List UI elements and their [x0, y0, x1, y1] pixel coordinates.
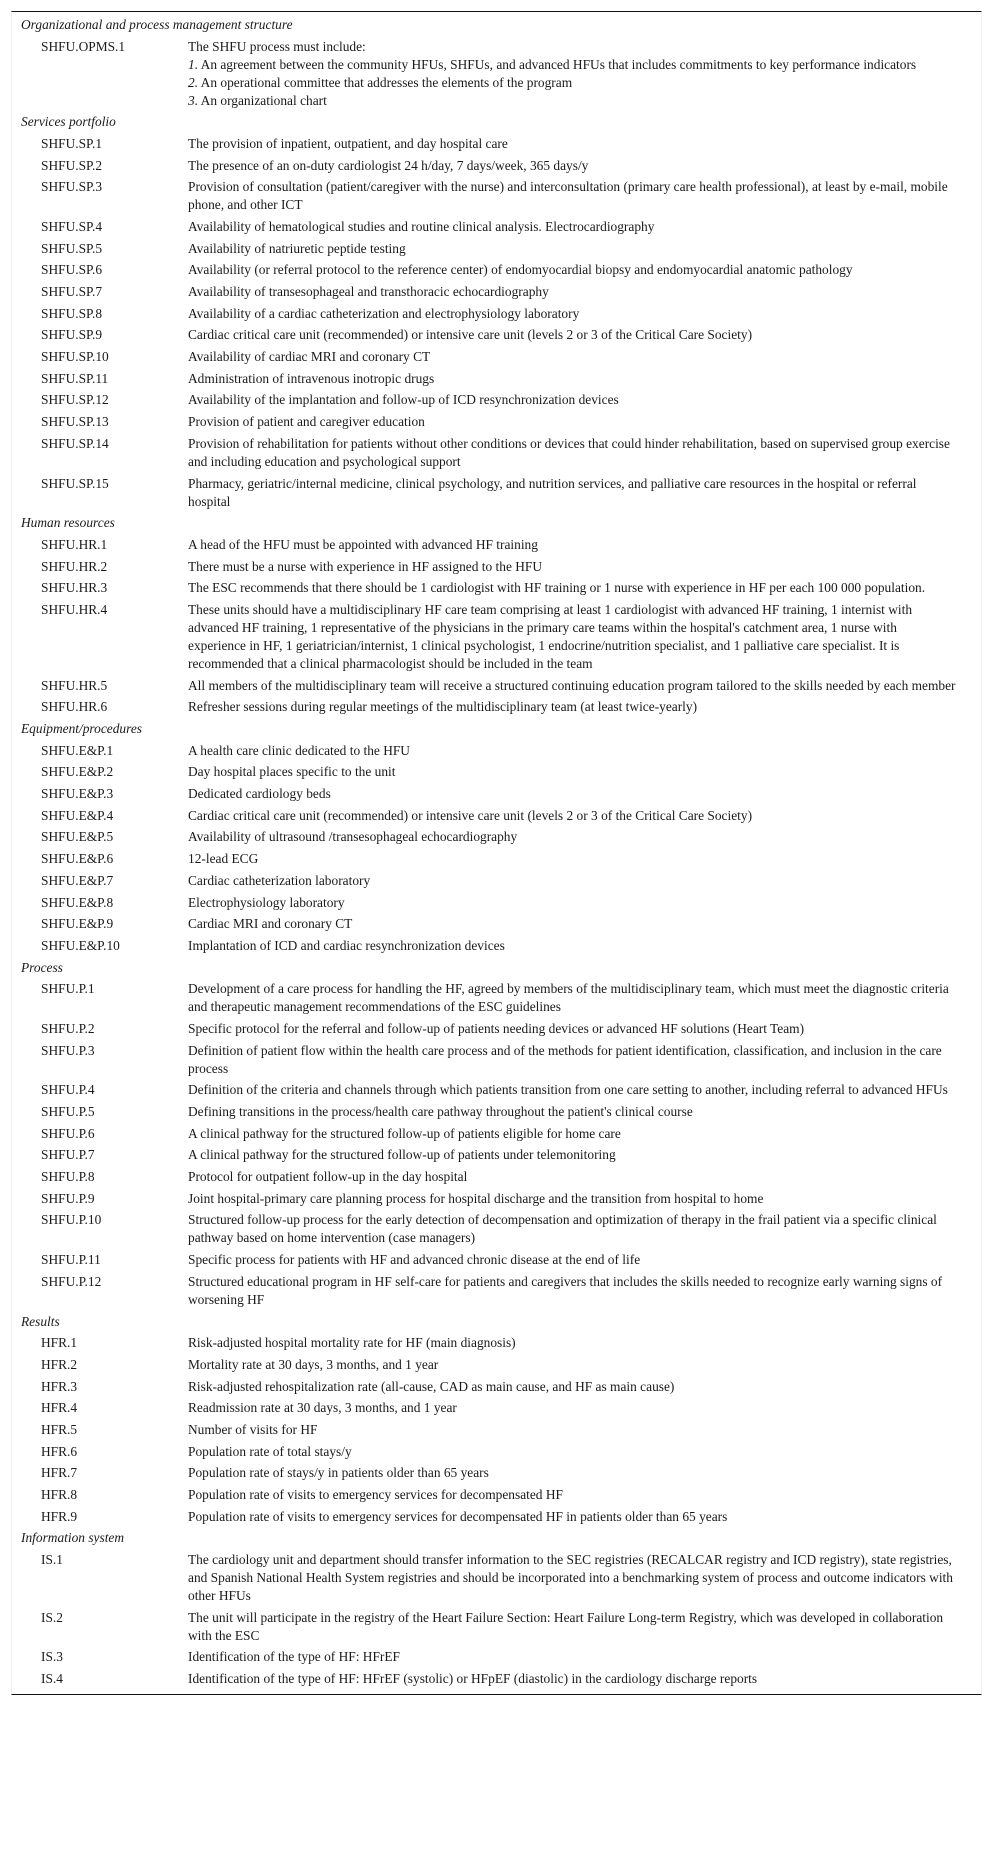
requirement-description: The unit will participate in the registry of the Heart Failure Section: Heart Failure Long-term Registry, which was developed in collaboration with the ESC: [188, 1609, 944, 1643]
table-row: [12, 892, 981, 914]
requirement-description: Implantation of ICD and cardiac resynchronization devices: [188, 937, 505, 953]
requirement-code: IS.2: [41, 1609, 63, 1625]
requirement-description: Availability of the implantation and follow-up of ICD resynchronization devices: [188, 392, 619, 408]
table-row: [12, 1397, 981, 1419]
table-row: [12, 1668, 981, 1690]
requirement-code: SHFU.P.4: [41, 1082, 95, 1098]
table-row: [12, 473, 981, 513]
table-row: [12, 1080, 981, 1102]
requirement-description: Identification of the type of HF: HFrEF: [188, 1649, 400, 1665]
requirement-description: The ESC recommends that there should be 1 cardiologist with HF training or 1 nurse with experience in HF per each 100 000 population.: [188, 580, 926, 596]
requirement-description: Provision of rehabilitation for patients without other conditions or devices that could hinder rehabilitation, based on supervised group exercise and including education and psychological support: [188, 435, 950, 469]
requirement-code: SHFU.HR.5: [41, 677, 108, 693]
requirement-code: SHFU.HR.2: [41, 558, 108, 574]
requirement-code: SHFU.E&P.8: [41, 894, 114, 910]
requirement-code: SHFU.HR.1: [41, 536, 108, 552]
requirement-code: HFR.5: [41, 1421, 78, 1437]
requirement-description: The presence of an on-duty cardiologist 24 h/day, 7 days/week, 365 days/y: [188, 157, 589, 173]
table-row: [12, 740, 981, 762]
requirement-description: These units should have a multidisciplinary HF care team comprising at least 1 cardiologist with advanced HF training, 1 internist with advanced HF training, 1 representative of the physicians in the primary care teams within the hospital's catchment area, 1 nurse with experience in HF, 1 geriatrician/internist, 1 clinical psychologist, 1 endocrine/nutrition specialist, and 1 palliative care specialist. It is recommended that a clinical pharmacologist should be included in the team: [188, 601, 913, 671]
requirement-description: Availability of hematological studies and routine clinical analysis. Electrocardiography: [188, 218, 655, 234]
section-header-row: [12, 512, 981, 534]
requirement-code: SHFU.E&P.6: [41, 851, 114, 867]
section-title: Information system: [21, 1530, 125, 1546]
requirement-code: SHFU.P.11: [41, 1252, 101, 1268]
requirement-description: Structured follow-up process for the early detection of decompensation and optimization of therapy in the frail patient via a specific clinical pathway based on home intervention (case managers): [188, 1212, 937, 1246]
requirement-code: HFR.6: [41, 1443, 78, 1459]
requirement-description: The cardiology unit and department should transfer information to the SEC registries (RECALCAR registry and ICD registry), state registries, and Spanish National Health System registries and should be incorporated into a benchmarking system of process and outcome indicators with other HFUs: [188, 1552, 953, 1604]
table-row: [12, 1549, 981, 1607]
requirement-description: Risk-adjusted rehospitalization rate (all-cause, CAD as main cause, and HF as main cause): [188, 1378, 675, 1394]
requirement-description: Provision of consultation (patient/caregiver with the nurse) and interconsultation (primary care health professional), at least by e-mail, mobile phone, and other ICT: [188, 179, 948, 213]
list-number: 3.: [188, 92, 199, 108]
table-row: [12, 1607, 981, 1647]
requirement-code: SHFU.SP.8: [41, 305, 103, 321]
table-row: [12, 1419, 981, 1441]
requirement-code: SHFU.E&P.9: [41, 916, 114, 932]
requirement-description: Cardiac critical care unit (recommended) or intensive care unit (levels 2 or 3 of the Critical Care Society): [188, 327, 753, 343]
requirement-code: SHFU.P.8: [41, 1169, 95, 1185]
requirement-description: Availability of cardiac MRI and coronary CT: [188, 349, 431, 365]
requirement-description: Defining transitions in the process/health care pathway throughout the patient's clinical course: [188, 1104, 693, 1120]
requirement-list-item: [188, 74, 957, 92]
requirement-description: Administration of intravenous inotropic drugs: [188, 370, 435, 386]
table-row: [12, 848, 981, 870]
requirement-description: Refresher sessions during regular meetings of the multidisciplinary team (at least twice-yearly): [188, 699, 698, 715]
table-row: [12, 1506, 981, 1528]
table-row: [12, 1188, 981, 1210]
table-row: [12, 238, 981, 260]
table-row: [12, 1484, 981, 1506]
requirement-code: SHFU.HR.4: [41, 601, 108, 617]
section-title: Human resources: [21, 515, 115, 531]
section-title: Results: [21, 1313, 60, 1329]
requirement-description: Joint hospital-primary care planning process for hospital discharge and the transition from hospital to home: [188, 1190, 764, 1206]
requirement-description: Cardiac catheterization laboratory: [188, 872, 371, 888]
table-row: [12, 303, 981, 325]
table-row: [12, 411, 981, 433]
section-title: Services portfolio: [21, 114, 116, 130]
table-row: [12, 1376, 981, 1398]
requirement-code: SHFU.SP.12: [41, 392, 109, 408]
requirement-description: Risk-adjusted hospital mortality rate for HF (main diagnosis): [188, 1335, 516, 1351]
requirement-code: SHFU.HR.6: [41, 699, 108, 715]
requirement-description: Availability of ultrasound /transesophageal echocardiography: [188, 829, 518, 845]
requirement-code: HFR.2: [41, 1356, 78, 1372]
requirement-list-item: [188, 92, 957, 110]
table-row: [12, 1166, 981, 1188]
table-row: [12, 1101, 981, 1123]
requirement-intro: The SHFU process must include:: [188, 38, 366, 54]
requirement-description: Availability of transesophageal and transthoracic echocardiography: [188, 284, 549, 300]
requirement-code: SHFU.P.12: [41, 1273, 102, 1289]
requirement-code: SHFU.SP.2: [41, 157, 103, 173]
table-row: [12, 697, 981, 719]
table-row: [12, 978, 981, 1018]
requirement-description: Development of a care process for handling the HF, agreed by members of the multidisciplinary team, which must meet the diagnostic criteria and therapeutic management recommendations of the ESC guidelines: [188, 981, 949, 1015]
list-number: 2.: [188, 74, 199, 90]
table-row: [12, 36, 981, 112]
requirement-code: SHFU.E&P.4: [41, 807, 114, 823]
table-row: [12, 805, 981, 827]
requirement-code: SHFU.SP.14: [41, 435, 109, 451]
section-header-row: [12, 1311, 981, 1333]
table-row: [12, 1040, 981, 1080]
requirement-code: SHFU.P.10: [41, 1212, 102, 1228]
requirement-code: SHFU.SP.9: [41, 327, 103, 343]
requirement-code: SHFU.SP.6: [41, 262, 103, 278]
table-row: [12, 176, 981, 216]
requirement-code: SHFU.P.2: [41, 1020, 95, 1036]
requirement-description: Provision of patient and caregiver education: [188, 414, 425, 430]
requirement-description: Number of visits for HF: [188, 1421, 318, 1437]
requirement-code: HFR.3: [41, 1378, 78, 1394]
requirement-code: IS.3: [41, 1649, 63, 1665]
requirement-code: SHFU.SP.7: [41, 284, 103, 300]
requirement-description: Day hospital places specific to the unit: [188, 764, 396, 780]
table-row: [12, 1145, 981, 1167]
table-row: [12, 913, 981, 935]
requirement-code: SHFU.E&P.10: [41, 937, 120, 953]
requirement-description: The provision of inpatient, outpatient, and day hospital care: [188, 135, 508, 151]
requirements-table-body: [12, 14, 981, 1690]
section-title: Equipment/procedures: [21, 721, 142, 737]
requirement-code: HFR.8: [41, 1487, 78, 1503]
section-title: Process: [21, 959, 63, 975]
requirement-code: SHFU.E&P.1: [41, 742, 114, 758]
section-header-row: [12, 14, 981, 36]
requirement-description: Pharmacy, geriatric/internal medicine, clinical psychology, and nutrition services, and palliative care resources in the hospital or referral hospital: [188, 475, 917, 509]
table-row: [12, 556, 981, 578]
table-row: [12, 599, 981, 675]
table-row: [12, 433, 981, 473]
requirement-code: SHFU.P.3: [41, 1042, 95, 1058]
requirement-description: Specific process for patients with HF and advanced chronic disease at the end of life: [188, 1252, 641, 1268]
requirement-code: SHFU.E&P.2: [41, 764, 114, 780]
requirements-table: [12, 14, 981, 1690]
table-row: [12, 390, 981, 412]
table-row: [12, 1647, 981, 1669]
table-row: [12, 1271, 981, 1311]
section-header-row: [12, 111, 981, 133]
table-row: [12, 133, 981, 155]
section-header-row: [12, 718, 981, 740]
requirement-description: Population rate of total stays/y: [188, 1443, 352, 1459]
requirement-description: There must be a nurse with experience in HF assigned to the HFU: [188, 558, 543, 574]
requirement-description: Availability of natriuretic peptide testing: [188, 240, 406, 256]
requirement-description: Population rate of stays/y in patients older than 65 years: [188, 1465, 489, 1481]
requirement-description: Protocol for outpatient follow-up in the day hospital: [188, 1169, 468, 1185]
requirement-code: SHFU.SP.11: [41, 370, 109, 386]
table-row: [12, 155, 981, 177]
requirement-code: SHFU.SP.15: [41, 475, 109, 491]
table-row: [12, 260, 981, 282]
requirement-code: SHFU.SP.5: [41, 240, 103, 256]
table-row: [12, 346, 981, 368]
requirement-description: A clinical pathway for the structured follow-up of patients under telemonitoring: [188, 1147, 616, 1163]
list-text: An agreement between the community HFUs, SHFUs, and advanced HFUs that includes commitments to key performance indicators: [198, 56, 917, 72]
requirement-description: All members of the multidisciplinary team will receive a structured continuing education program tailored to the skills needed by each member: [188, 677, 956, 693]
requirement-description: 12-lead ECG: [188, 851, 259, 867]
requirement-description: Availability (or referral protocol to the reference center) of endomyocardial biopsy and endomyocardial anatomic pathology: [188, 262, 853, 278]
requirement-description: Definition of the criteria and channels through which patients transition from one care setting to another, including referral to advanced HFUs: [188, 1082, 948, 1098]
requirement-code: SHFU.E&P.5: [41, 829, 114, 845]
requirement-code: IS.4: [41, 1671, 63, 1687]
table-row: [12, 870, 981, 892]
requirement-description: Definition of patient flow within the health care process and of the methods for patient identification, classification, and inclusion in the care process: [188, 1042, 942, 1076]
requirement-list-item: [188, 56, 957, 74]
requirement-description: Population rate of visits to emergency services for decompensated HF: [188, 1487, 563, 1503]
table-row: [12, 1354, 981, 1376]
requirement-code: SHFU.E&P.7: [41, 872, 114, 888]
table-row: [12, 577, 981, 599]
requirement-code: SHFU.SP.4: [41, 218, 103, 234]
table-row: [12, 368, 981, 390]
requirement-code: IS.1: [41, 1552, 63, 1568]
table-row: [12, 281, 981, 303]
requirement-code: SHFU.HR.3: [41, 580, 108, 596]
table-row: [12, 783, 981, 805]
requirement-description: Population rate of visits to emergency services for decompensated HF in patients older than 65 years: [188, 1508, 728, 1524]
requirement-code: HFR.7: [41, 1465, 78, 1481]
requirement-description: Specific protocol for the referral and follow-up of patients needing devices or advanced HF solutions (Heart Team): [188, 1020, 805, 1036]
requirement-description: Mortality rate at 30 days, 3 months, and 1 year: [188, 1356, 439, 1372]
section-header-row: [12, 1528, 981, 1550]
requirement-description: Cardiac MRI and coronary CT: [188, 916, 353, 932]
section-title: Organizational and process management structure: [21, 16, 293, 32]
table-row: [12, 216, 981, 238]
table-row: [12, 1332, 981, 1354]
table-row: [12, 534, 981, 556]
requirement-description: Availability of a cardiac catheterization and electrophysiology laboratory: [188, 305, 580, 321]
table-row: [12, 1441, 981, 1463]
table-row: [12, 1210, 981, 1250]
requirement-code: SHFU.SP.3: [41, 179, 103, 195]
requirement-description: Dedicated cardiology beds: [188, 786, 331, 802]
requirement-code: SHFU.P.1: [41, 981, 95, 997]
requirement-code: SHFU.P.9: [41, 1190, 95, 1206]
requirement-code: HFR.1: [41, 1335, 78, 1351]
requirement-code: SHFU.E&P.3: [41, 786, 114, 802]
table-row: [12, 827, 981, 849]
table-row: [12, 1123, 981, 1145]
requirement-description: A clinical pathway for the structured follow-up of patients eligible for home care: [188, 1125, 621, 1141]
section-header-row: [12, 957, 981, 979]
requirement-code: SHFU.P.5: [41, 1104, 95, 1120]
requirement-code: SHFU.SP.1: [41, 135, 103, 151]
list-text: An organizational chart: [198, 92, 327, 108]
list-number: 1.: [188, 56, 199, 72]
requirements-table-container: [11, 11, 982, 1695]
table-row: [12, 762, 981, 784]
requirement-code: HFR.9: [41, 1508, 78, 1524]
requirement-code: SHFU.P.6: [41, 1125, 95, 1141]
requirement-description: Identification of the type of HF: HFrEF (systolic) or HFpEF (diastolic) in the cardiology discharge reports: [188, 1671, 758, 1687]
table-row: [12, 325, 981, 347]
table-row: [12, 1463, 981, 1485]
requirement-code: HFR.4: [41, 1400, 78, 1416]
table-row: [12, 1018, 981, 1040]
requirement-description: Structured educational program in HF self-care for patients and caregivers that includes the skills needed to recognize early warning signs of worsening HF: [188, 1273, 943, 1307]
list-text: An operational committee that addresses the elements of the program: [198, 74, 573, 90]
requirement-description: Electrophysiology laboratory: [188, 894, 345, 910]
requirement-description: A head of the HFU must be appointed with advanced HF training: [188, 536, 538, 552]
requirement-description: [188, 36, 981, 112]
requirement-code: SHFU.SP.13: [41, 414, 109, 430]
requirement-description: Readmission rate at 30 days, 3 months, and 1 year: [188, 1400, 457, 1416]
table-row: [12, 935, 981, 957]
requirement-code: SHFU.OPMS.1: [41, 38, 126, 54]
requirement-description: Cardiac critical care unit (recommended) or intensive care unit (levels 2 or 3 of the Critical Care Society): [188, 807, 753, 823]
requirement-code: SHFU.P.7: [41, 1147, 95, 1163]
requirement-code: SHFU.SP.10: [41, 349, 109, 365]
requirement-description: A health care clinic dedicated to the HFU: [188, 742, 410, 758]
table-row: [12, 1249, 981, 1271]
table-row: [12, 675, 981, 697]
